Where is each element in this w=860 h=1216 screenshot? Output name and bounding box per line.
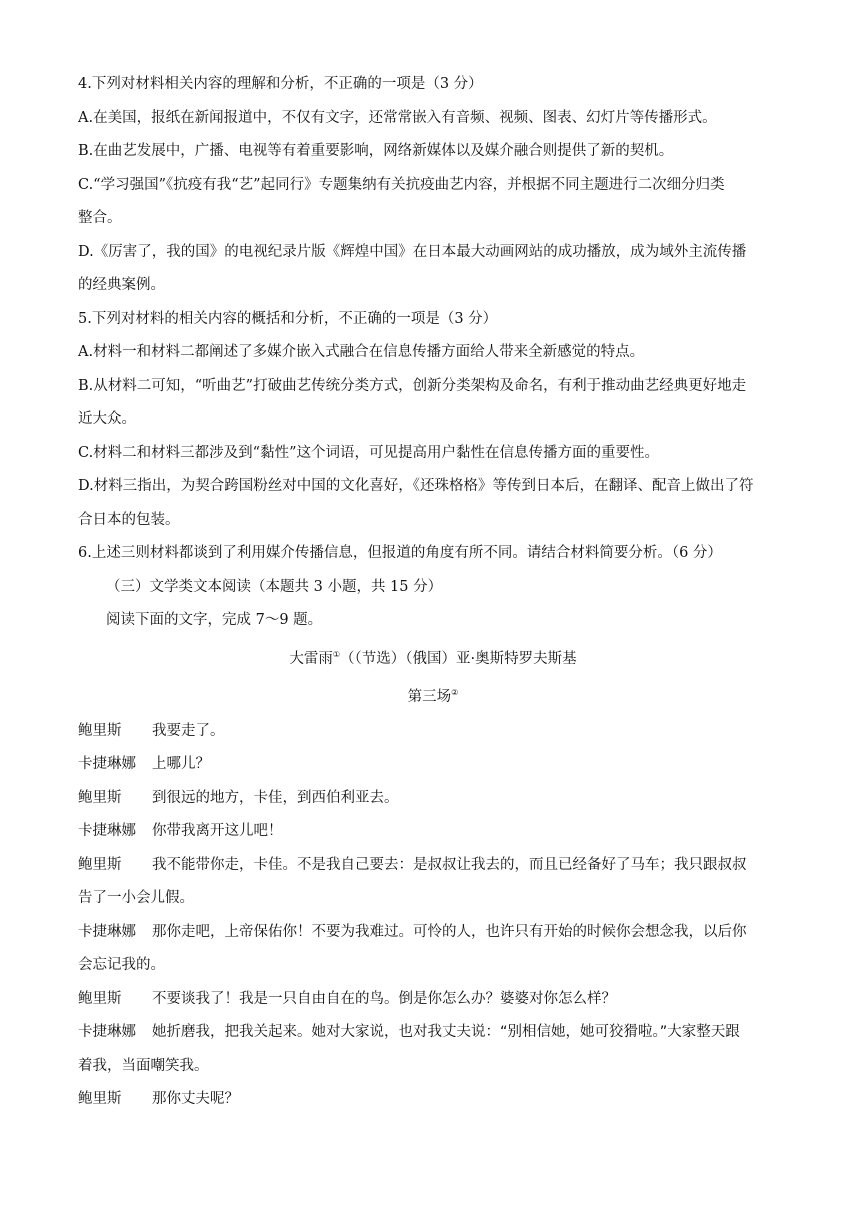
dialogue-line [78, 815, 788, 849]
scene-heading-text: 第三场 [407, 689, 452, 705]
passage-title [78, 638, 788, 677]
question-4-option-c-line2: 整合。 [78, 210, 122, 226]
speaker-name: 鲍里斯 [78, 789, 122, 806]
question-4-option-d-line1: D.《厉害了，我的国》的电视纪录片版《辉煌中国》在日本最大动画网站的成功播放，成为域外主流传播 [78, 243, 747, 260]
question-6-stem: 6.上述三则材料都谈到了利用媒介传播信息，但报道的角度有所不同。请结合材料简要分析。（6 分） [78, 545, 722, 561]
speech-text: 她折磨我，把我关起来。她对大家说，也对我丈夫说：“别相信她，她可狡猾啦。”大家整天跟 [152, 1024, 740, 1040]
question-4-stem: 4.下列对材料相关内容的理解和分析，不正确的一项是（3 分） [78, 76, 483, 92]
dialogue-line [78, 983, 788, 1017]
speaker-name: 卡捷琳娜 [78, 823, 136, 839]
question-4-option-a: A.在美国，报纸在新闻报道中，不仅有文字，还常常嵌入有音频、视频、图表、幻灯片等传播形式。 [78, 109, 717, 126]
question-5-option-b-line1: B.从材料二可知，“听曲艺”打破曲艺传统分类方式，创新分类架构及命名，有利于推动曲艺经典更好地走 [78, 377, 747, 394]
speech-text-continued: 告了一小会儿假。 [78, 890, 194, 906]
dialogue-line [78, 782, 788, 816]
speaker-name: 鲍里斯 [78, 1091, 122, 1107]
speech-text-continued: 着我，当面嘲笑我。 [78, 1057, 209, 1074]
document-page [78, 68, 788, 1117]
question-5-option-c: C.材料二和材料三都涉及到“黏性”这个词语，可见提高用户黏性在信息传播方面的重要性。 [78, 444, 660, 461]
passage-title-footnote-mark: ① [332, 649, 341, 659]
speech-text: 那你丈夫呢？ [152, 1091, 239, 1107]
speech-text: 不要谈我了！我是一只自由自在的鸟。倒是你怎么办？婆婆对你怎么样？ [152, 990, 616, 1007]
question-5-option-b-line2: 近大众。 [78, 411, 136, 427]
speech-text: 上哪儿？ [152, 756, 210, 772]
passage-title-main: 大雷雨 [289, 650, 333, 667]
speech-text: 我不能带你走，卡佳。不是我自己要去：是叔叔让我去的，而且已经备好了马车；我只跟叔叔 [152, 856, 747, 873]
speaker-name: 鲍里斯 [78, 990, 122, 1007]
speech-text: 你带我离开这儿吧！ [152, 823, 283, 839]
dialogue-line [78, 748, 788, 782]
dialogue-line [78, 1016, 788, 1050]
speech-text: 我要走了。 [152, 722, 225, 739]
dialogue-line [78, 916, 788, 950]
dialogue-line-continuation [78, 1050, 788, 1084]
question-4-option-b: B.在曲艺发展中，广播、电视等有着重要影响，网络新媒体以及媒介融合则提供了新的契机。 [78, 143, 674, 159]
question-4-option-d-line2: 的经典案例。 [78, 277, 165, 293]
dialogue-line [78, 849, 788, 883]
passage-title-source: （（节选）（俄国）亚·奥斯特罗夫斯基 [340, 650, 577, 667]
scene-footnote-mark: ② [451, 688, 459, 697]
speech-text: 那你走吧，上帝保佑你！不要为我难过。可怜的人，也许只有开始的时候你会想念我，以后你 [152, 923, 747, 940]
speech-text-continued: 会忘记我的。 [78, 957, 165, 973]
dialogue-line-continuation [78, 882, 788, 916]
speaker-name: 卡捷琳娜 [78, 756, 136, 772]
section-heading: （三）文学类文本阅读（本题共 3 小题，共 15 分） [106, 578, 443, 595]
speaker-name: 鲍里斯 [78, 856, 122, 873]
question-5-option-a: A.材料一和材料二都阐述了多媒介嵌入式融合在信息传播方面给人带来全新感觉的特点。 [78, 344, 645, 360]
section-instruction: 阅读下面的文字，完成 7～9 题。 [106, 612, 323, 628]
scene-heading [78, 676, 788, 715]
question-5-option-d-line1: D.材料三指出，为契合跨国粉丝对中国的文化喜好，《还珠格格》等传到日本后，在翻译、配音上做出了符 [78, 478, 754, 494]
question-4-option-c-line1: C.“学习强国”《抗疫有我“艺”起同行》专题集纳有关抗疫曲艺内容，并根据不同主题进行二次细分归类 [78, 176, 725, 193]
speaker-name: 卡捷琳娜 [78, 923, 136, 940]
dialogue-line [78, 715, 788, 749]
question-5-option-d-line2: 合日本的包装。 [78, 511, 180, 528]
speaker-name: 卡捷琳娜 [78, 1024, 136, 1040]
question-5-stem: 5.下列对材料的相关内容的概括和分析，不正确的一项是（3 分） [78, 310, 498, 327]
dialogue-line [78, 1083, 788, 1117]
speaker-name: 鲍里斯 [78, 722, 122, 739]
dialogue-line-continuation [78, 949, 788, 983]
speech-text: 到很远的地方，卡佳，到西伯利亚去。 [152, 789, 399, 806]
